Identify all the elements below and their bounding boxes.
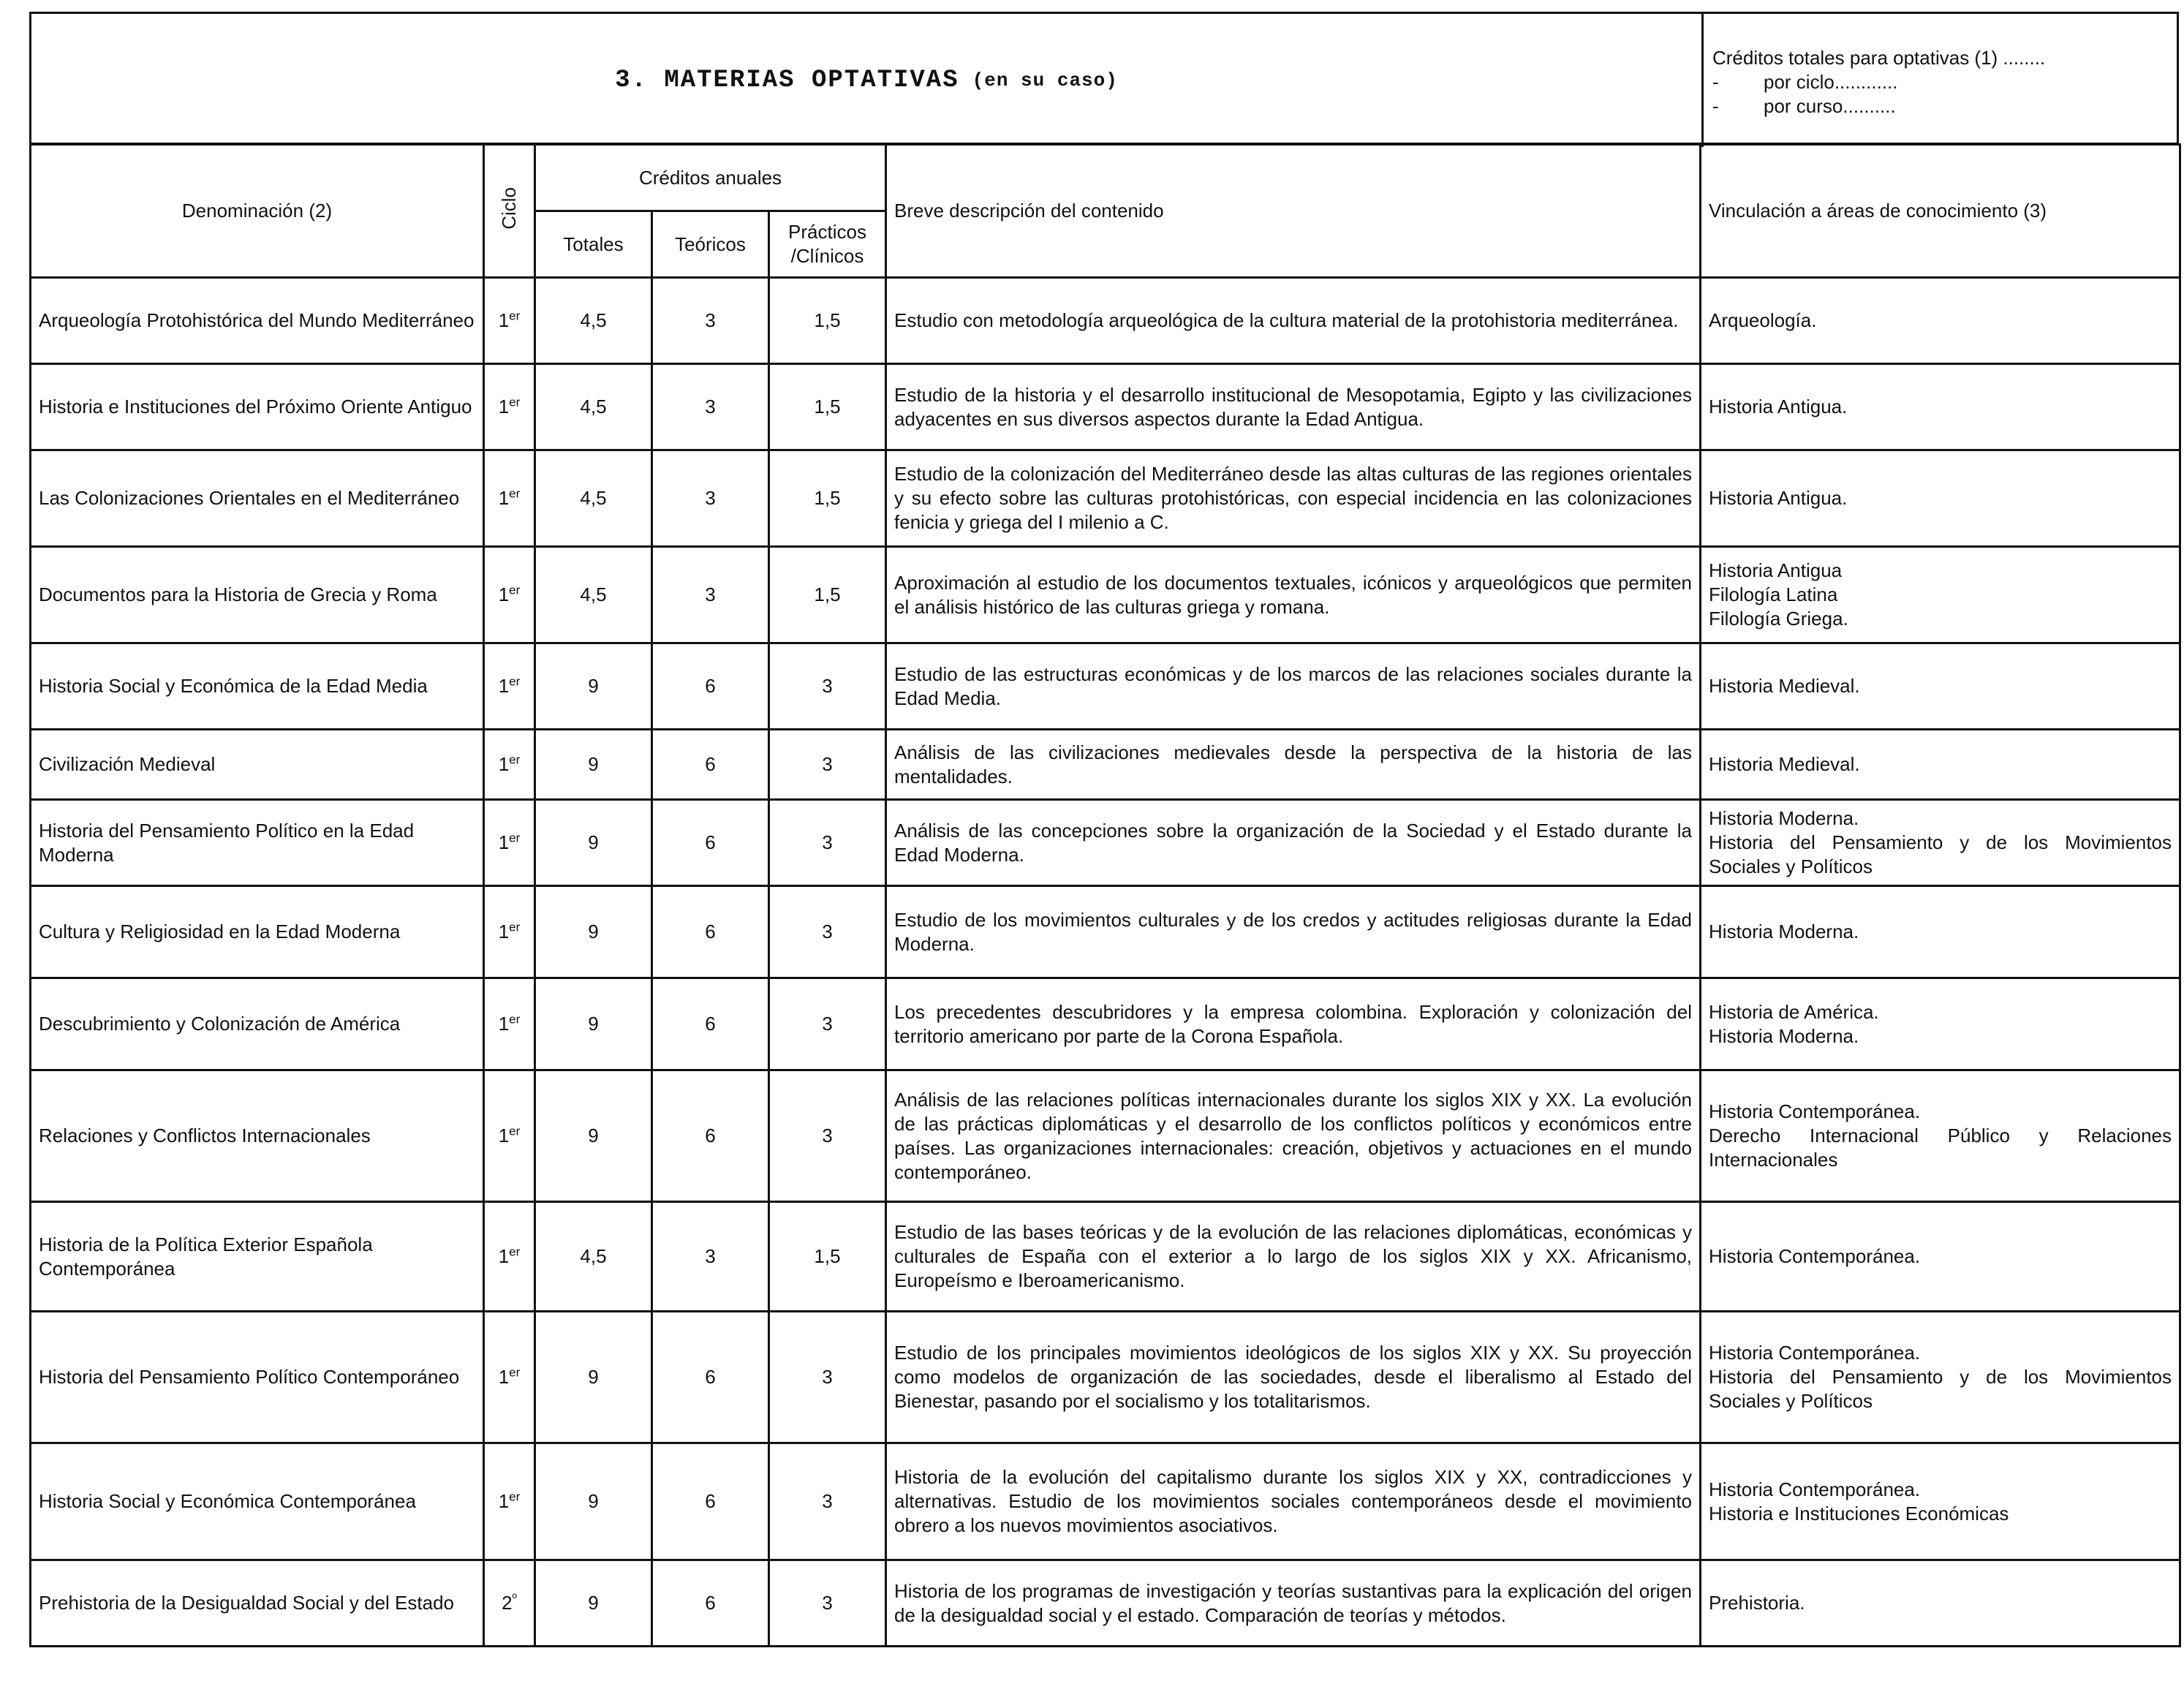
ciclo-value: [484, 1202, 535, 1312]
credits-totales: 4,5: [535, 364, 652, 450]
credits-teoricos: 6: [652, 643, 769, 730]
credits-totales: 9: [535, 800, 652, 886]
ciclo-number: 1: [498, 583, 510, 605]
ciclo-number: 1: [498, 1013, 510, 1035]
credits-practicos: 1,5: [769, 547, 886, 643]
table-row: [31, 278, 2180, 364]
ciclo-suffix: er: [509, 583, 521, 597]
ciclo-value: [484, 364, 535, 450]
subject-name: Historia del Pensamiento Político Contemporáneo: [31, 1312, 484, 1443]
subject-name: Historia Social y Económica Contemporánea: [31, 1443, 484, 1560]
credits-totales: 4,5: [535, 278, 652, 364]
ciclo-value: [484, 450, 535, 547]
credits-teoricos: 3: [652, 450, 769, 547]
subject-name: Relaciones y Conflictos Internacionales: [31, 1070, 484, 1202]
credits-totales: 4,5: [535, 547, 652, 643]
ciclo-suffix: er: [509, 920, 521, 934]
area-item: Historia del Pensamiento y de los Movimientos Sociales y Políticos: [1709, 831, 2172, 877]
ciclo-suffix: er: [509, 1489, 521, 1504]
table-row: [31, 1443, 2180, 1560]
area-item: Historia Antigua.: [1709, 396, 1848, 417]
credits-per-cycle: - por ciclo............: [1712, 71, 1898, 93]
area-item: Historia Contemporánea.: [1709, 1342, 1921, 1364]
subject-name: Civilización Medieval: [31, 730, 484, 800]
col-vinculacion: Vinculación a áreas de conocimiento (3): [1701, 145, 2180, 278]
credits-summary: [1701, 14, 2181, 147]
ciclo-value: [484, 1312, 535, 1443]
credits-per-course: - por curso..........: [1712, 95, 1896, 117]
ciclo-number: 1: [498, 675, 510, 697]
table-row: [31, 450, 2180, 547]
ciclo-suffix: er: [509, 309, 521, 323]
content-description: Historia de los programas de investigación y teorías sustantivas para la explicación del origen de la desigualdad social y el estado. Comparación de teorías y métodos.: [886, 1560, 1701, 1647]
table-row: [31, 800, 2180, 886]
credits-totales: 4,5: [535, 450, 652, 547]
ciclo-value: [484, 1070, 535, 1202]
content-description: Análisis de las relaciones políticas internacionales durante los siglos XIX y XX. La evolución de las prácticas diplomáticas y el desarrollo de los conflictos políticos y económicos entre países. Las organizaciones internacionales: creación, objetivos y actuaciones en el mundo contemporáneo.: [886, 1070, 1701, 1202]
knowledge-areas: [1701, 450, 2180, 547]
area-item: Historia e Instituciones Económicas: [1709, 1502, 2009, 1524]
ciclo-suffix: er: [509, 486, 521, 501]
content-description: Estudio de la historia y el desarrollo institucional de Mesopotamia, Egipto y las civilizaciones adyacentes en sus diversos aspectos durante la Edad Antigua.: [886, 364, 1701, 450]
col-creditos-anuales: Créditos anuales: [535, 145, 886, 211]
credits-totales: 9: [535, 1312, 652, 1443]
section-subtitle: (en su caso): [972, 69, 1118, 91]
content-description: Análisis de las concepciones sobre la organización de la Sociedad y el Estado durante la Edad Moderna.: [886, 800, 1701, 886]
knowledge-areas: [1701, 730, 2180, 800]
credits-totales: 9: [535, 1443, 652, 1560]
credits-teoricos: 6: [652, 730, 769, 800]
area-item: Prehistoria.: [1709, 1592, 1805, 1614]
ciclo-suffix: er: [509, 831, 521, 845]
area-item: Historia Contemporánea.: [1709, 1245, 1921, 1267]
knowledge-areas: [1701, 643, 2180, 730]
credits-practicos: 3: [769, 886, 886, 978]
credits-practicos: 3: [769, 730, 886, 800]
credits-practicos: 3: [769, 643, 886, 730]
credits-totales: 9: [535, 730, 652, 800]
table-header-row: [31, 145, 2180, 211]
subject-name: Las Colonizaciones Orientales en el Mediterráneo: [31, 450, 484, 547]
table-row: [31, 1202, 2180, 1312]
credits-totales: 9: [535, 978, 652, 1070]
area-item: Historia Contemporánea.: [1709, 1100, 1921, 1122]
content-description: Análisis de las civilizaciones medievales desde la perspectiva de la historia de las mentalidades.: [886, 730, 1701, 800]
credits-teoricos: 3: [652, 547, 769, 643]
area-item: Historia Medieval.: [1709, 753, 1860, 775]
subject-name: Historia de la Política Exterior Española Contemporánea: [31, 1202, 484, 1312]
subject-name: Prehistoria de la Desigualdad Social y del Estado: [31, 1560, 484, 1647]
ciclo-value: [484, 1560, 535, 1647]
credits-practicos: 1,5: [769, 1202, 886, 1312]
ciclo-value: [484, 1443, 535, 1560]
content-description: Aproximación al estudio de los documentos textuales, icónicos y arqueológicos que permiten el análisis histórico de las culturas griega y romana.: [886, 547, 1701, 643]
ciclo-suffix: º: [512, 1591, 517, 1606]
credits-teoricos: 6: [652, 886, 769, 978]
area-item: Filología Griega.: [1709, 608, 1848, 630]
knowledge-areas: [1701, 1312, 2180, 1443]
ciclo-suffix: er: [509, 1012, 521, 1027]
ciclo-suffix: er: [509, 674, 521, 689]
document-page: [29, 12, 2179, 1686]
ciclo-value: [484, 886, 535, 978]
area-item: Historia Antigua.: [1709, 487, 1848, 509]
credits-practicos: 3: [769, 1312, 886, 1443]
knowledge-areas: [1701, 547, 2180, 643]
content-description: Historia de la evolución del capitalismo durante los siglos XIX y XX, contradicciones y alternativas. Estudio de los movimientos sociales contemporáneos desde el movimiento obrero a los nuevos movimientos asociativos.: [886, 1443, 1701, 1560]
area-item: Arqueología.: [1709, 309, 1817, 331]
credits-teoricos: 3: [652, 278, 769, 364]
credits-total-label: Créditos totales para optativas (1) ........: [1712, 47, 2046, 69]
table-row: [31, 1312, 2180, 1443]
credits-practicos: 3: [769, 800, 886, 886]
area-item: Historia del Pensamiento y de los Movimientos Sociales y Políticos: [1709, 1366, 2172, 1412]
ciclo-number: 1: [498, 1125, 510, 1146]
col-practicos: Prácticos /Clínicos: [769, 211, 886, 278]
ciclo-suffix: er: [509, 395, 521, 409]
ciclo-value: [484, 278, 535, 364]
credits-totales: 9: [535, 1070, 652, 1202]
knowledge-areas: [1701, 978, 2180, 1070]
ciclo-number: 1: [498, 753, 510, 775]
credits-practicos: 3: [769, 1443, 886, 1560]
credits-practicos: 1,5: [769, 450, 886, 547]
section-title: [31, 14, 1701, 147]
area-item: Historia Moderna.: [1709, 807, 1859, 829]
knowledge-areas: [1701, 1202, 2180, 1312]
table-row: [31, 643, 2180, 730]
col-denominacion: Denominación (2): [31, 145, 484, 278]
knowledge-areas: [1701, 278, 2180, 364]
ciclo-number: 2: [502, 1592, 513, 1614]
area-item: Filología Latina: [1709, 583, 1838, 605]
ciclo-value: [484, 800, 535, 886]
table-row: [31, 886, 2180, 978]
ciclo-number: 1: [498, 831, 510, 853]
ciclo-number: 1: [498, 487, 510, 509]
knowledge-areas: [1701, 1560, 2180, 1647]
content-description: Estudio de las estructuras económicas y de los marcos de las relaciones sociales durante la Edad Media.: [886, 643, 1701, 730]
content-description: Estudio de los principales movimientos ideológicos de los siglos XIX y XX. Su proyección como modelos de organización de las sociedades, desde el liberalismo al Estado del Bienestar, pasando por el socialismo y los totalitarismos.: [886, 1312, 1701, 1443]
knowledge-areas: [1701, 886, 2180, 978]
credits-teoricos: 6: [652, 1443, 769, 1560]
credits-totales: 9: [535, 1560, 652, 1647]
col-teoricos: Teóricos: [652, 211, 769, 278]
credits-teoricos: 3: [652, 1202, 769, 1312]
table-row: [31, 1560, 2180, 1647]
content-description: Los precedentes descubridores y la empresa colombina. Exploración y colonización del territorio americano por parte de la Corona Española.: [886, 978, 1701, 1070]
area-item: Historia Moderna.: [1709, 1024, 1859, 1047]
ciclo-suffix: er: [509, 1244, 521, 1259]
credits-teoricos: 6: [652, 800, 769, 886]
knowledge-areas: [1701, 1443, 2180, 1560]
subject-name: Arqueología Protohistórica del Mundo Mediterráneo: [31, 278, 484, 364]
ciclo-suffix: er: [509, 1124, 521, 1138]
col-totales: Totales: [535, 211, 652, 278]
credits-teoricos: 6: [652, 1560, 769, 1647]
credits-teoricos: 6: [652, 1070, 769, 1202]
credits-teoricos: 6: [652, 1312, 769, 1443]
ciclo-suffix: er: [509, 1365, 521, 1380]
knowledge-areas: [1701, 1070, 2180, 1202]
credits-practicos: 1,5: [769, 278, 886, 364]
subject-name: Documentos para la Historia de Grecia y Roma: [31, 547, 484, 643]
area-item: Historia Antigua: [1709, 559, 1843, 581]
subject-name: Cultura y Religiosidad en la Edad Moderna: [31, 886, 484, 978]
section-title-text: 3. MATERIAS OPTATIVAS: [615, 67, 959, 94]
ciclo-value: [484, 730, 535, 800]
credits-practicos: 3: [769, 1070, 886, 1202]
subject-name: Historia del Pensamiento Político en la Edad Moderna: [31, 800, 484, 886]
credits-totales: 4,5: [535, 1202, 652, 1312]
area-item: Historia Contemporánea.: [1709, 1478, 1921, 1500]
knowledge-areas: [1701, 364, 2180, 450]
ciclo-value: [484, 643, 535, 730]
credits-practicos: 3: [769, 1560, 886, 1647]
ciclo-number: 1: [498, 1245, 510, 1267]
credits-teoricos: 3: [652, 364, 769, 450]
table-row: [31, 730, 2180, 800]
subject-name: Historia Social y Económica de la Edad Media: [31, 643, 484, 730]
table-row: [31, 1070, 2180, 1202]
area-item: Historia Medieval.: [1709, 675, 1860, 697]
ciclo-number: 1: [498, 921, 510, 942]
content-description: Estudio con metodología arqueológica de la cultura material de la protohistoria mediterránea.: [886, 278, 1701, 364]
credits-practicos: 3: [769, 978, 886, 1070]
ciclo-value: [484, 978, 535, 1070]
subject-name: Descubrimiento y Colonización de América: [31, 978, 484, 1070]
credits-teoricos: 6: [652, 978, 769, 1070]
ciclo-value: [484, 547, 535, 643]
col-descripcion: Breve descripción del contenido: [886, 145, 1701, 278]
content-description: Estudio de las bases teóricas y de la evolución de las relaciones diplomáticas, económicas y culturales de España con el exterior a lo largo de los siglos XIX y XX. Africanismo, Europeísmo e Iberoamericanismo.: [886, 1202, 1701, 1312]
credits-practicos: 1,5: [769, 364, 886, 450]
credits-totales: 9: [535, 886, 652, 978]
table-row: [31, 978, 2180, 1070]
col-ciclo: Ciclo: [484, 145, 535, 278]
content-description: Estudio de los movimientos culturales y de los credos y actitudes religiosas durante la Edad Moderna.: [886, 886, 1701, 978]
knowledge-areas: [1701, 800, 2180, 886]
ciclo-number: 1: [498, 1490, 510, 1512]
area-item: Historia Moderna.: [1709, 921, 1859, 942]
area-item: Derecho Internacional Público y Relaciones Internacionales: [1709, 1125, 2172, 1171]
optional-subjects-table: [29, 143, 2181, 1647]
table-row: [31, 547, 2180, 643]
subject-name: Historia e Instituciones del Próximo Oriente Antiguo: [31, 364, 484, 450]
credits-totales: 9: [535, 643, 652, 730]
area-item: Historia de América.: [1709, 1000, 1879, 1023]
ciclo-number: 1: [498, 1366, 510, 1388]
ciclo-number: 1: [498, 309, 510, 331]
ciclo-suffix: er: [509, 752, 521, 767]
ciclo-number: 1: [498, 396, 510, 417]
section-header: [29, 12, 2179, 145]
table-row: [31, 364, 2180, 450]
content-description: Estudio de la colonización del Mediterráneo desde las altas culturas de las regiones orientales y su efecto sobre las culturas protohistóricas, con especial incidencia en las colonizaciones fenicia y griega del I milenio a C.: [886, 450, 1701, 547]
